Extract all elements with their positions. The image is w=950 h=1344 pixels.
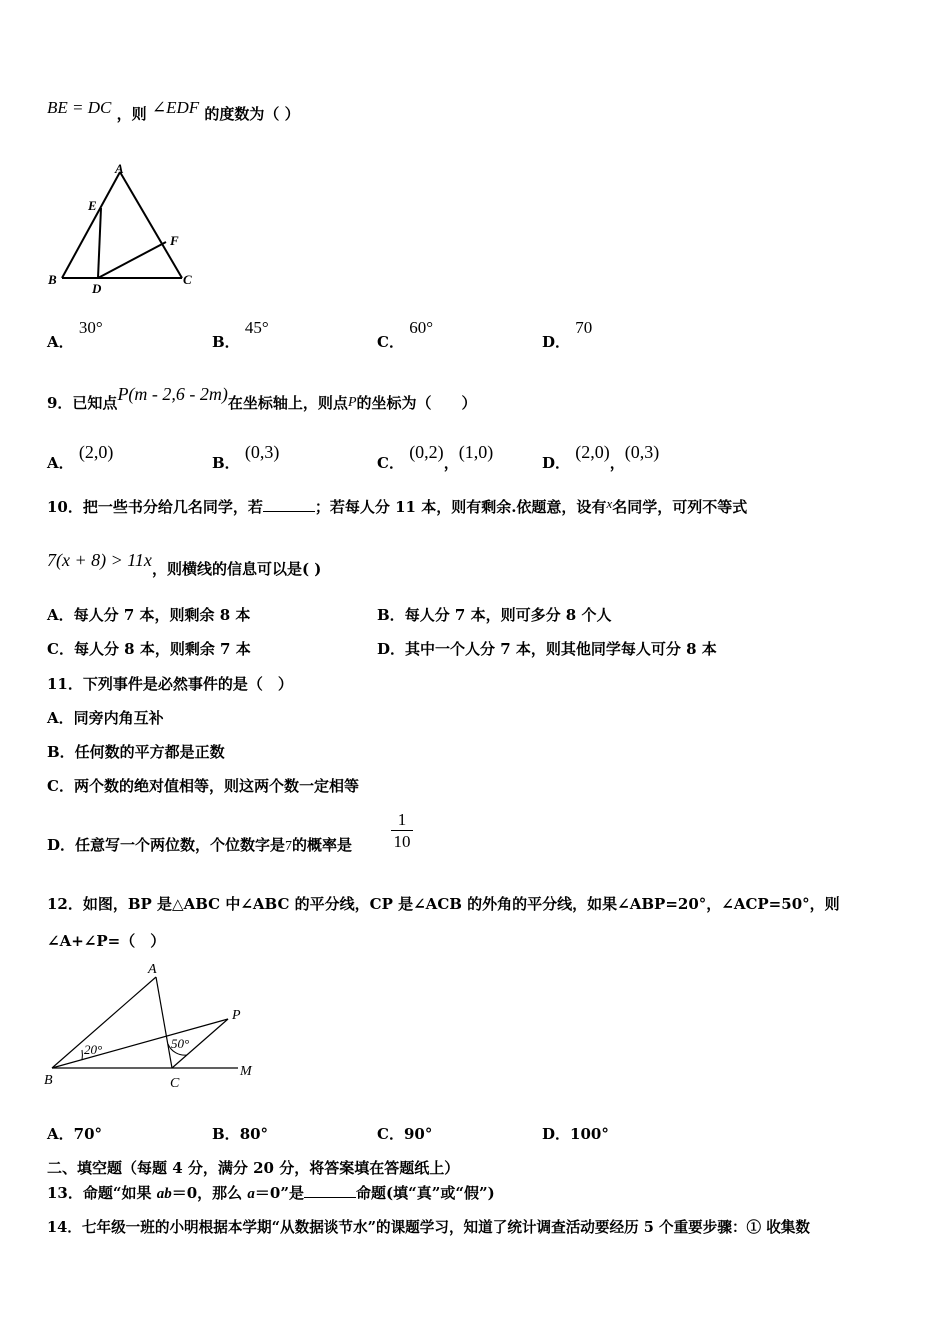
label-angle-50: 50° xyxy=(171,1036,190,1051)
q13-mid1: ＝0，那么 xyxy=(171,1184,248,1202)
option-letter: D． xyxy=(542,454,571,472)
segment-bp xyxy=(52,1019,228,1068)
q13-prefix: 13．命题“如果 xyxy=(47,1184,157,1202)
q11-d-suffix: 的概率是 xyxy=(292,836,353,854)
option-letter: C． xyxy=(377,333,404,351)
option-separator: ， xyxy=(609,454,625,472)
option-letter: D． xyxy=(542,333,571,351)
q10-part3: 名同学，可列不等式 xyxy=(612,498,748,516)
q11-fraction xyxy=(391,810,413,853)
option-text: 每人分 8 本，则剩余 7 本 xyxy=(73,640,251,658)
option-text: 其中一个人分 7 本，则其他同学每人可分 8 本 xyxy=(405,640,717,658)
option-value: 80° xyxy=(239,1125,269,1143)
option-letter: C． xyxy=(377,454,404,472)
q9-option-c[interactable] xyxy=(377,442,494,473)
label-angle-20: 20° xyxy=(84,1042,103,1057)
segment-ed xyxy=(98,208,101,278)
option-letter: A． xyxy=(47,333,74,351)
q10-part4: ，则横线的信息可以是( ) xyxy=(151,560,322,578)
segment-df xyxy=(98,242,166,278)
label-b: B xyxy=(44,1073,53,1088)
option-value: 30° xyxy=(78,318,103,337)
q12-stem-line1: 12．如图，BP 是△ABC 中∠ABC 的平分线，CP 是∠ACB 的外角的平分线，如果∠ABP=20°，∠ACP=50°，则 xyxy=(47,895,840,913)
option-letter: A． xyxy=(47,606,74,624)
q8-option-a[interactable] xyxy=(47,318,103,352)
q13-ab: ab xyxy=(156,1186,172,1202)
option-letter: A． xyxy=(47,1125,74,1143)
q13-blank[interactable] xyxy=(304,1183,356,1198)
option-value: 70° xyxy=(73,1125,103,1143)
option-letter: B． xyxy=(212,454,240,472)
q9-option-d[interactable] xyxy=(542,442,660,473)
fraction-numerator: 1 xyxy=(397,810,407,829)
option-letter: B． xyxy=(212,1125,240,1143)
q11-d-prefix: D．任意写一个两位数，个位数字是 xyxy=(47,836,286,854)
fraction-denominator: 10 xyxy=(391,830,413,853)
option-letter: C． xyxy=(47,640,74,658)
q10-stem-line1 xyxy=(47,497,747,518)
q13-a: a xyxy=(247,1186,255,1202)
q9-suffix: 的坐标为（ ） xyxy=(356,394,477,412)
option-value: 100° xyxy=(570,1125,609,1143)
side-ac xyxy=(156,977,172,1068)
q10-part2: ；若每人分 11 本，则有剩余.依题意，设有 xyxy=(314,498,607,516)
q11-stem: 11．下列事件是必然事件的是（ ） xyxy=(47,675,293,693)
option-letter: C． xyxy=(377,1125,404,1143)
q9-point-math: P(m - 2,6 - 2m) xyxy=(117,384,228,404)
q8-tail: 的度数为（ ） xyxy=(204,105,300,123)
option-value: (2,0) xyxy=(78,442,114,462)
q8-option-b[interactable] xyxy=(212,318,269,352)
q10-inequality: 7(x + 8) > 11x xyxy=(47,550,152,570)
label-d: D xyxy=(92,281,102,296)
option-value-2: (0,3) xyxy=(624,442,660,462)
option-letter: D． xyxy=(377,640,406,658)
label-c: C xyxy=(183,272,192,287)
q8-then: ，则 xyxy=(116,105,147,123)
q8-condition-math: BE = DC xyxy=(47,98,112,117)
q9-stem xyxy=(47,384,477,415)
q11-d-digit: 7 xyxy=(285,839,293,854)
option-value: 70 xyxy=(575,318,593,337)
option-value: (0,2) xyxy=(409,442,444,462)
q10-part1: 10．把一些书分给几名同学，若 xyxy=(47,498,263,516)
q11-option-a[interactable]: A．同旁内角互补 xyxy=(47,709,164,727)
section-2-heading: 二、填空题（每题 4 分，满分 20 分，将答案填在答题纸上） xyxy=(47,1159,460,1177)
q9-option-a[interactable] xyxy=(47,442,114,473)
q12-option-d[interactable] xyxy=(542,1124,609,1144)
label-a: A xyxy=(115,161,124,176)
option-letter: B． xyxy=(212,333,240,351)
q9-prefix: 9．已知点 xyxy=(47,394,118,412)
q12-stem-line2: ∠A+∠P=（ ） xyxy=(47,932,166,950)
q13-mid2: ＝0”是 xyxy=(254,1184,304,1202)
option-value: 45° xyxy=(244,318,269,337)
q14-stem: 14．七年级一班的小明根据本学期“从数据谈节水”的课题学习，知道了统计调查活动要经历 5 个重要步骤：① 收集数 xyxy=(47,1219,810,1236)
q10-option-c[interactable] xyxy=(47,639,251,659)
q11-option-c[interactable]: C．两个数的绝对值相等，则这两个数一定相等 xyxy=(47,777,359,795)
q13-suffix: 命题(填“真”或“假”) xyxy=(355,1184,495,1202)
option-value-2: (1,0) xyxy=(458,442,494,462)
q12-option-c[interactable] xyxy=(377,1124,432,1144)
q9-middle: 在坐标轴上，则点 xyxy=(227,394,348,412)
label-a: A xyxy=(148,962,157,977)
side-ba xyxy=(52,977,156,1068)
q13-stem xyxy=(47,1183,495,1204)
label-p: P xyxy=(232,1008,241,1023)
option-value: 90° xyxy=(403,1125,433,1143)
option-letter: B． xyxy=(377,606,405,624)
q8-figure xyxy=(44,160,204,300)
option-value: (2,0) xyxy=(575,442,610,462)
q12-figure xyxy=(40,958,270,1093)
q8-stem xyxy=(47,98,300,124)
q10-blank[interactable] xyxy=(263,497,315,512)
q9-option-b[interactable] xyxy=(212,442,280,473)
q8-option-c[interactable] xyxy=(377,318,433,352)
side-ab xyxy=(62,172,120,278)
label-e: E xyxy=(88,198,97,213)
label-c: C xyxy=(170,1076,180,1091)
option-letter: D． xyxy=(542,1125,571,1143)
q9-p: P xyxy=(347,395,357,410)
q11-option-d[interactable] xyxy=(47,835,352,857)
option-separator: ， xyxy=(443,454,459,472)
q12-option-b[interactable] xyxy=(212,1124,268,1144)
q10-option-d[interactable] xyxy=(377,639,717,659)
option-text: 每人分 7 本，则剩余 8 本 xyxy=(73,606,251,624)
option-value: 60° xyxy=(409,318,433,337)
q10-x: x xyxy=(606,496,613,511)
option-letter: A． xyxy=(47,454,74,472)
q10-option-a[interactable] xyxy=(47,605,250,625)
q10-stem-line2 xyxy=(47,550,322,579)
q8-option-d[interactable] xyxy=(542,318,593,352)
label-m: M xyxy=(240,1064,252,1079)
q8-angle-math: ∠EDF xyxy=(151,98,200,117)
option-value: (0,3) xyxy=(244,442,280,462)
q11-option-b[interactable]: B．任何数的平方都是正数 xyxy=(47,743,225,761)
q10-option-b[interactable] xyxy=(377,605,611,625)
option-text: 每人分 7 本，则可多分 8 个人 xyxy=(404,606,612,624)
q12-option-a[interactable] xyxy=(47,1124,102,1144)
label-b: B xyxy=(48,272,57,287)
label-f: F xyxy=(170,233,179,248)
